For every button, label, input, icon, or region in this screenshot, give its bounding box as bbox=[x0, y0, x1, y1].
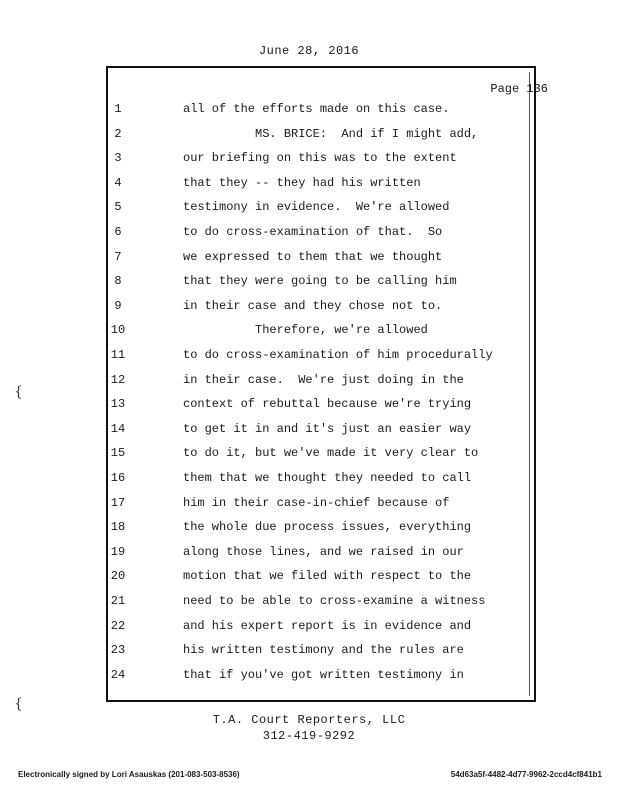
line-text: along those lines, and we raised in our bbox=[183, 545, 464, 559]
line-number: 24 bbox=[110, 668, 126, 682]
line-text: need to be able to cross-examine a witness bbox=[183, 594, 486, 608]
transcript-line bbox=[0, 643, 618, 663]
footer-company: T.A. Court Reporters, LLC bbox=[212, 713, 406, 727]
line-text: that they were going to be calling him bbox=[183, 274, 457, 288]
line-number: 4 bbox=[114, 176, 122, 190]
line-text: that if you've got written testimony in bbox=[183, 668, 464, 682]
transcript-line bbox=[0, 397, 618, 417]
line-text: testimony in evidence. We're allowed bbox=[183, 200, 450, 214]
line-text: the whole due process issues, everything bbox=[183, 520, 472, 534]
transcript-line bbox=[0, 496, 618, 516]
line-number: 22 bbox=[110, 619, 126, 633]
transcript-line bbox=[0, 348, 618, 368]
line-number: 14 bbox=[110, 422, 126, 436]
transcript-line bbox=[0, 176, 618, 196]
line-number: 1 bbox=[114, 102, 122, 116]
line-text: Therefore, we're allowed bbox=[183, 323, 428, 337]
line-text: our briefing on this was to the extent bbox=[183, 151, 457, 165]
line-number: 17 bbox=[110, 496, 126, 510]
line-number: 11 bbox=[110, 348, 126, 362]
line-text: all of the efforts made on this case. bbox=[183, 102, 450, 116]
header-date: June 28, 2016 bbox=[258, 44, 360, 58]
line-text: to do cross-examination of that. So bbox=[183, 225, 443, 239]
line-text: in their case. We're just doing in the bbox=[183, 373, 464, 387]
transcript-line bbox=[0, 299, 618, 319]
transcript-line bbox=[0, 520, 618, 540]
transcript-line bbox=[0, 446, 618, 466]
transcript-line bbox=[0, 569, 618, 589]
line-number: 2 bbox=[114, 127, 122, 141]
line-text: to do it, but we've made it very clear to bbox=[183, 446, 479, 460]
page-number: Page 136 bbox=[490, 82, 548, 96]
margin-bracket-mark: { bbox=[14, 696, 23, 712]
line-number: 13 bbox=[110, 397, 126, 411]
line-number: 21 bbox=[110, 594, 126, 608]
line-text: motion that we filed with respect to the bbox=[183, 569, 472, 583]
electronic-signature: Electronically signed by Lori Asauskas (201-083-503-8536) bbox=[18, 770, 240, 779]
transcript-line bbox=[0, 619, 618, 639]
transcript-line bbox=[0, 545, 618, 565]
line-text: that they -- they had his written bbox=[183, 176, 421, 190]
line-number: 6 bbox=[114, 225, 122, 239]
line-text: to do cross-examination of him procedurally bbox=[183, 348, 493, 362]
line-number: 23 bbox=[110, 643, 126, 657]
line-number: 3 bbox=[114, 151, 122, 165]
line-number: 20 bbox=[110, 569, 126, 583]
line-text: him in their case-in-chief because of bbox=[183, 496, 450, 510]
transcript-line bbox=[0, 471, 618, 491]
transcript-line bbox=[0, 250, 618, 270]
line-number: 16 bbox=[110, 471, 126, 485]
line-text: to get it in and it's just an easier way bbox=[183, 422, 472, 436]
line-number: 8 bbox=[114, 274, 122, 288]
line-text: his written testimony and the rules are bbox=[183, 643, 464, 657]
transcript-line bbox=[0, 127, 618, 147]
line-number: 19 bbox=[110, 545, 126, 559]
line-number: 5 bbox=[114, 200, 122, 214]
transcript-line bbox=[0, 422, 618, 442]
transcript-line bbox=[0, 151, 618, 171]
transcript-line bbox=[0, 373, 618, 393]
line-number: 12 bbox=[110, 373, 126, 387]
transcript-line bbox=[0, 200, 618, 220]
transcript-line bbox=[0, 594, 618, 614]
transcript-line bbox=[0, 102, 618, 122]
line-text: and his expert report is in evidence and bbox=[183, 619, 472, 633]
line-text: context of rebuttal because we're trying bbox=[183, 397, 472, 411]
transcript-line bbox=[0, 323, 618, 343]
transcript-line bbox=[0, 668, 618, 688]
transcript-line bbox=[0, 274, 618, 294]
line-number: 10 bbox=[110, 323, 126, 337]
line-text: in their case and they chose not to. bbox=[183, 299, 443, 313]
line-number: 18 bbox=[110, 520, 126, 534]
transcript-line bbox=[0, 225, 618, 245]
line-text: we expressed to them that we thought bbox=[183, 250, 443, 264]
document-id: 54d63a5f-4482-4d77-9962-2ccd4cf841b1 bbox=[450, 770, 602, 779]
margin-bracket-mark: { bbox=[14, 384, 23, 400]
line-text: them that we thought they needed to call bbox=[183, 471, 472, 485]
line-number: 7 bbox=[114, 250, 122, 264]
footer-phone: 312-419-9292 bbox=[262, 729, 356, 743]
line-number: 15 bbox=[110, 446, 126, 460]
line-number: 9 bbox=[114, 299, 122, 313]
line-text: MS. BRICE: And if I might add, bbox=[183, 127, 479, 141]
